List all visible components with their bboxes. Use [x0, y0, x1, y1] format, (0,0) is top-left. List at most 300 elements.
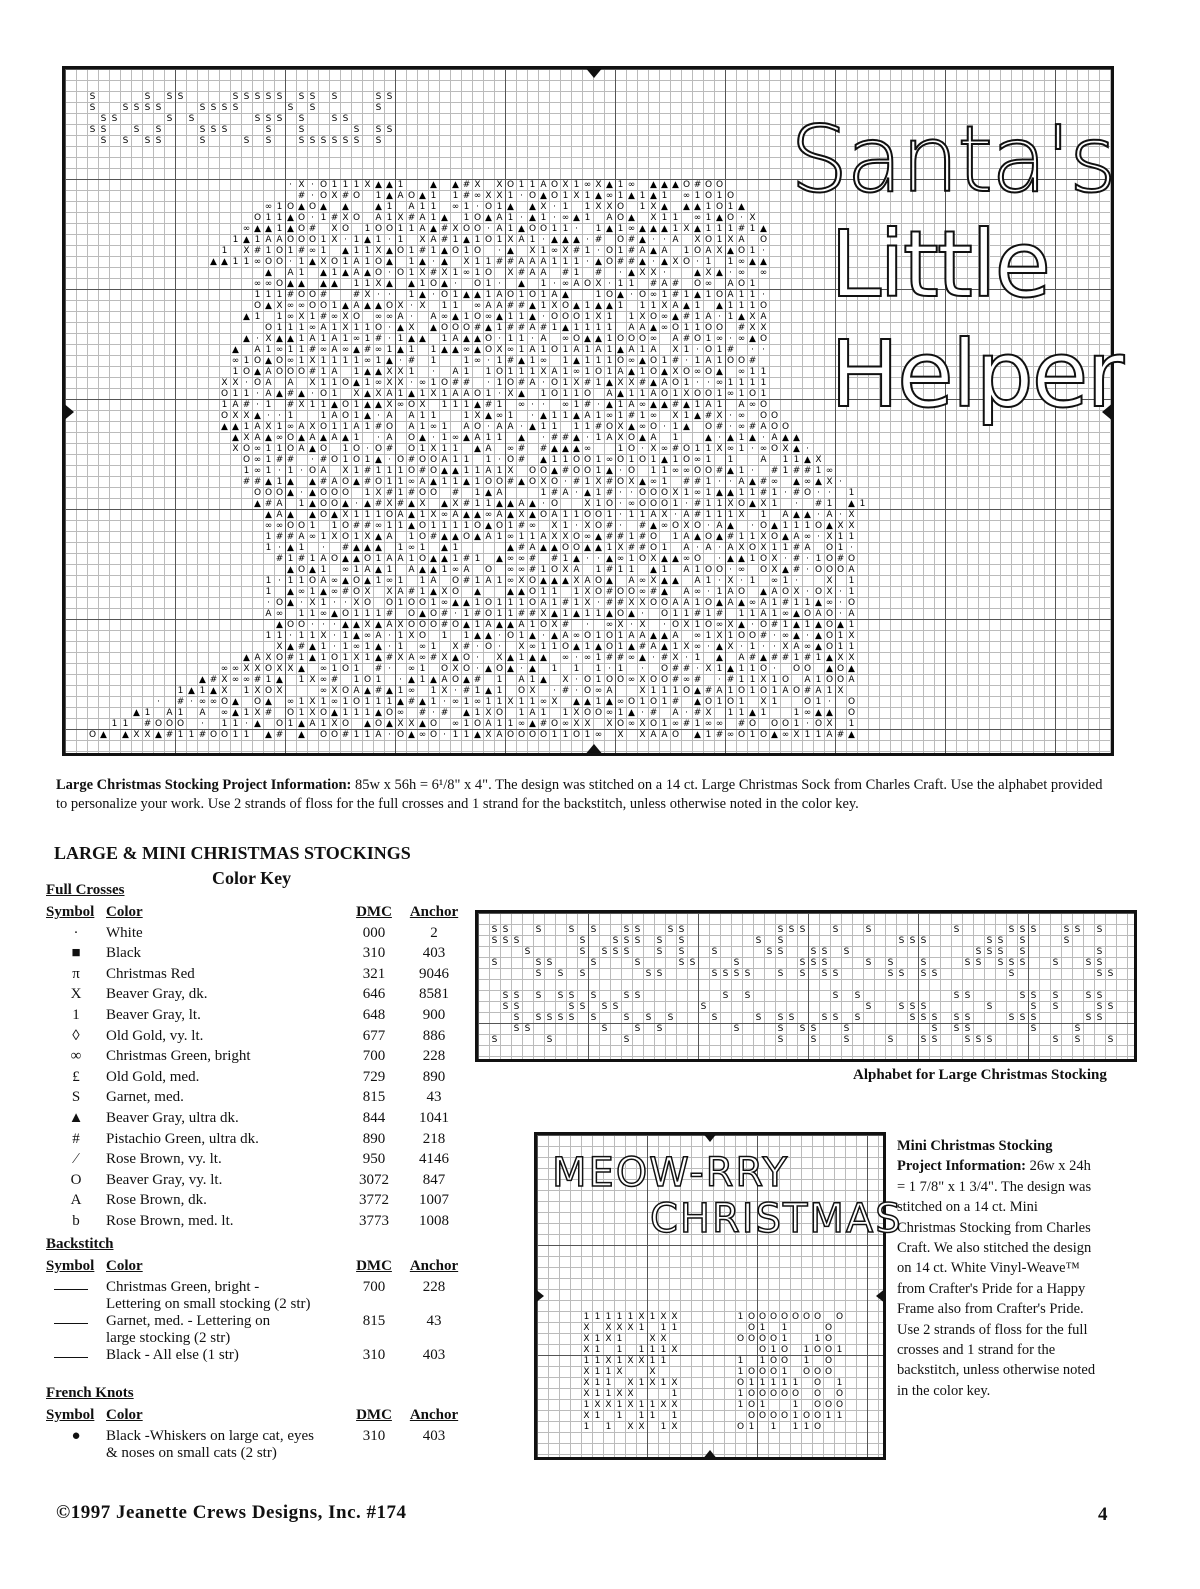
stitch-symbol: 1: [672, 499, 679, 509]
stitch-symbol: 1: [716, 587, 723, 597]
stitch-symbol: ▲: [672, 180, 679, 190]
stitch-symbol: ▲: [232, 345, 239, 355]
stitch-symbol: 1: [661, 213, 668, 223]
key-dmc: 000: [362, 924, 386, 941]
stitch-symbol: #: [605, 521, 614, 531]
stitch-symbol: ▲: [507, 543, 514, 553]
stitch-symbol: ▲: [782, 532, 789, 542]
stitch-symbol: #: [407, 455, 416, 465]
stitch-symbol: 1: [452, 554, 459, 564]
stitch-symbol: ∞: [528, 521, 537, 531]
stitch-symbol: 1: [298, 576, 305, 586]
stitch-symbol: 1: [364, 323, 371, 333]
stitch-symbol: 1: [638, 1411, 645, 1421]
stitch-symbol: O: [715, 180, 724, 190]
stitch-symbol: ▲: [573, 697, 580, 707]
stitch-symbol: ·: [619, 488, 622, 498]
stitch-symbol: 1: [705, 290, 712, 300]
stitch-symbol: 1: [353, 532, 360, 542]
stitch-symbol: 1: [177, 686, 184, 696]
stitch-symbol: S: [1008, 1013, 1015, 1023]
stitch-symbol: ∞: [660, 444, 669, 454]
stitch-symbol: 1: [243, 466, 250, 476]
stitch-symbol: A: [705, 312, 712, 322]
stitch-symbol: 1: [727, 510, 734, 520]
stitch-symbol: ∞: [407, 543, 416, 553]
stitch-symbol: A: [496, 510, 503, 520]
key-anchor: 8581: [419, 986, 449, 1003]
key-dmc: 700: [362, 1278, 386, 1295]
stitch-symbol: A: [760, 422, 767, 432]
stitch-symbol: ·: [619, 268, 622, 278]
stitch-symbol: S: [920, 958, 927, 968]
stitch-symbol: 1: [518, 708, 525, 718]
stitch-symbol: 1: [397, 631, 404, 641]
stitch-symbol: O: [758, 1334, 767, 1344]
stitch-symbol: ▲: [595, 543, 602, 553]
stitch-symbol: ▲: [441, 279, 448, 289]
stitch-symbol: A: [386, 532, 393, 542]
stitch-symbol: A: [606, 686, 613, 696]
stitch-symbol: X: [375, 389, 382, 399]
stitch-symbol: #: [341, 191, 350, 201]
stitch-symbol: 1: [606, 334, 613, 344]
stitch-symbol: O: [429, 466, 438, 476]
stitch-symbol: O: [253, 356, 262, 366]
stitch-symbol: ▲: [793, 444, 800, 454]
key-anchor: 900: [422, 1006, 446, 1023]
mini-arrow-top: [702, 1132, 718, 1142]
stitch-symbol: 1: [705, 510, 712, 520]
stitch-symbol: ∞: [462, 345, 471, 355]
stitch-symbol: 1: [606, 356, 613, 366]
stitch-symbol: 1: [594, 1367, 601, 1377]
stitch-symbol: 1: [243, 257, 250, 267]
stitch-symbol: X: [364, 532, 371, 542]
stitch-symbol: #: [341, 587, 350, 597]
stitch-symbol: 1: [617, 191, 624, 201]
stitch-symbol: A: [540, 532, 547, 542]
stitch-symbol: S: [810, 947, 817, 957]
stitch-symbol: X: [562, 565, 569, 575]
stitch-symbol: 1: [441, 389, 448, 399]
stitch-symbol: A: [485, 532, 492, 542]
stitch-symbol: 1: [496, 576, 503, 586]
stitch-symbol: 1: [771, 598, 778, 608]
page-number: 4: [1098, 1504, 1108, 1525]
stitch-symbol: 1: [551, 224, 558, 234]
stitch-symbol: ▲: [606, 697, 613, 707]
stitch-symbol: S: [1052, 958, 1059, 968]
stitch-symbol: ∞: [352, 334, 361, 344]
stitch-symbol: 1: [781, 1378, 788, 1388]
stitch-symbol: 1: [617, 642, 624, 652]
stitch-symbol: ▲: [661, 455, 668, 465]
stitch-symbol: 1: [463, 631, 470, 641]
stitch-symbol: ▲: [430, 180, 437, 190]
stitch-symbol: #: [726, 675, 735, 685]
stitch-symbol: A: [518, 620, 525, 630]
stitch-symbol: X: [639, 620, 646, 630]
stitch-symbol: O: [704, 422, 713, 432]
stitch-symbol: ∞: [220, 708, 229, 718]
stitch-symbol: ▲: [309, 499, 316, 509]
stitch-symbol: 1: [430, 213, 437, 223]
stitch-symbol: ∞: [781, 609, 790, 619]
stitch-symbol: ·: [575, 653, 578, 663]
stitch-symbol: A: [672, 301, 679, 311]
stitch-symbol: ▲: [606, 180, 613, 190]
stitch-symbol: O: [770, 532, 779, 542]
stitch-symbol: S: [177, 92, 184, 102]
stitch-symbol: S: [909, 936, 916, 946]
stitch-symbol: O: [747, 1411, 756, 1421]
stitch-symbol: O: [385, 510, 394, 520]
stitch-symbol: X: [606, 719, 613, 729]
stitch-symbol: ▲: [463, 477, 470, 487]
key-color: Rose Brown, med. lt.: [106, 1212, 234, 1229]
stitch-symbol: ∞: [748, 598, 757, 608]
stitch-symbol: 1: [771, 686, 778, 696]
stitch-symbol: 1: [551, 730, 558, 740]
stitch-symbol: ∞: [803, 477, 812, 487]
stitch-symbol: X: [727, 499, 734, 509]
stitch-symbol: A: [760, 598, 767, 608]
stitch-symbol: ∞: [352, 642, 361, 652]
stitch-symbol: S: [865, 958, 872, 968]
stitch-symbol: S: [678, 936, 685, 946]
stitch-symbol: X: [441, 686, 448, 696]
stitch-symbol: ∞: [638, 576, 647, 586]
stitch-symbol: ·: [498, 455, 501, 465]
stitch-symbol: A: [408, 653, 415, 663]
stitch-symbol: 1: [507, 521, 514, 531]
stitch-symbol: 1: [551, 455, 558, 465]
stitch-symbol: O: [682, 180, 691, 190]
stitch-symbol: ▲: [650, 191, 657, 201]
stitch-symbol: S: [612, 1002, 619, 1012]
stitch-symbol: 1: [573, 422, 580, 432]
stitch-symbol: 1: [474, 708, 481, 718]
stitch-symbol: X: [364, 587, 371, 597]
stitch-symbol: 1: [595, 323, 602, 333]
stitch-symbol: 1: [430, 521, 437, 531]
stitch-symbol: O: [352, 455, 361, 465]
stitch-symbol: O: [660, 664, 669, 674]
stitch-symbol: ▲: [320, 433, 327, 443]
stitch-symbol: O: [616, 235, 625, 245]
stitch-symbol: 1: [287, 719, 294, 729]
stitch-symbol: X: [452, 224, 459, 234]
stitch-symbol: O: [352, 587, 361, 597]
stitch-symbol: X: [419, 301, 426, 311]
stitch-symbol: ▲: [573, 444, 580, 454]
stitch-symbol: #: [605, 532, 614, 542]
key-symbol: #: [72, 1130, 80, 1147]
stitch-symbol: ·: [652, 653, 655, 663]
stitch-symbol: O: [682, 455, 691, 465]
stitch-symbol: 1: [518, 532, 525, 542]
stitch-symbol: 1: [649, 1411, 656, 1421]
stitch-symbol: S: [986, 947, 993, 957]
stitch-symbol: 1: [705, 334, 712, 344]
key-symbol: ∕: [74, 1151, 78, 1168]
stitch-symbol: X: [705, 268, 712, 278]
stitch-symbol: A: [298, 444, 305, 454]
stitch-symbol: ·: [542, 312, 545, 322]
stitch-symbol: X: [627, 1389, 634, 1399]
stitch-symbol: 1: [540, 488, 547, 498]
stitch-symbol: X: [583, 1323, 590, 1333]
backstitch-row: [46, 1313, 464, 1347]
stitch-symbol: S: [254, 114, 261, 124]
stitch-symbol: 1: [594, 1334, 601, 1344]
stitch-symbol: 1: [562, 455, 569, 465]
stitch-symbol: ▲: [848, 499, 855, 509]
stitch-symbol: 1: [727, 224, 734, 234]
title-line-santas: Santa's: [790, 106, 1115, 213]
stitch-symbol: #: [517, 301, 526, 311]
stitch-symbol: O: [605, 642, 614, 652]
stitch-symbol: 1: [463, 246, 470, 256]
stitch-symbol: S: [667, 925, 674, 935]
stitch-symbol: O: [385, 422, 394, 432]
stitch-symbol: ∞: [374, 378, 383, 388]
stitch-symbol: A: [661, 730, 668, 740]
stitch-symbol: O: [671, 521, 680, 531]
stitch-symbol: 1: [617, 224, 624, 234]
stitch-symbol: 1: [540, 642, 547, 652]
stitch-symbol: 1: [804, 730, 811, 740]
stitch-symbol: ▲: [287, 510, 294, 520]
stitch-symbol: S: [111, 114, 118, 124]
stitch-symbol: ▲: [210, 686, 217, 696]
stitch-symbol: X: [507, 235, 514, 245]
stitch-symbol: O: [814, 719, 823, 729]
stitch-symbol: 1: [628, 532, 635, 542]
stitch-symbol: 1: [606, 345, 613, 355]
stitch-symbol: ▲: [507, 499, 514, 509]
stitch-symbol: ·: [399, 675, 402, 685]
stitch-symbol: 1: [518, 697, 525, 707]
key-heading: LARGE & MINI CHRISTMAS STOCKINGS: [54, 843, 411, 863]
stitch-symbol: S: [502, 936, 509, 946]
stitch-symbol: 1: [287, 411, 294, 421]
stitch-symbol: S: [832, 1013, 839, 1023]
stitch-symbol: A: [551, 290, 558, 300]
stitch-symbol: ▲: [650, 180, 657, 190]
stitch-symbol: A: [793, 642, 800, 652]
stitch-symbol: X: [540, 477, 547, 487]
stitch-symbol: O: [825, 609, 834, 619]
stitch-symbol: 1: [661, 191, 668, 201]
stitch-symbol: ∞: [253, 466, 262, 476]
stitch-symbol: ▲: [749, 477, 756, 487]
stitch-symbol: ·: [432, 708, 435, 718]
stitch-symbol: O: [649, 719, 658, 729]
stitch-symbol: 1: [595, 675, 602, 685]
stitch-symbol: X: [397, 653, 404, 663]
stitch-symbol: ▲: [551, 235, 558, 245]
stitch-symbol: S: [634, 991, 641, 1001]
stitch-symbol: ∞: [770, 477, 779, 487]
stitch-symbol: #: [297, 642, 306, 652]
stitch-symbol: S: [700, 1002, 707, 1012]
mini-arrow-bottom: [702, 1450, 718, 1460]
stitch-symbol: #: [748, 356, 757, 366]
stitch-symbol: O: [319, 389, 328, 399]
stitch-symbol: 1: [672, 532, 679, 542]
stitch-symbol: O: [726, 191, 735, 201]
stitch-symbol: ∞: [715, 620, 724, 630]
stitch-symbol: X: [649, 1378, 656, 1388]
stitch-symbol: ·: [487, 224, 490, 234]
stitch-symbol: ·: [388, 323, 391, 333]
stitch-symbol: ·: [663, 268, 666, 278]
full-crosses-table: [46, 904, 464, 1234]
stitch-symbol: ∞: [451, 202, 460, 212]
stitch-symbol: O: [418, 620, 427, 630]
stitch-symbol: X: [617, 378, 624, 388]
stitch-symbol: ·: [377, 411, 380, 421]
stitch-symbol: S: [221, 103, 228, 113]
stitch-symbol: S: [535, 969, 542, 979]
stitch-symbol: S: [887, 958, 894, 968]
stitch-symbol: #: [319, 290, 328, 300]
stitch-symbol: ▲: [650, 224, 657, 234]
stitch-symbol: O: [627, 444, 636, 454]
stitch-symbol: X: [848, 631, 855, 641]
stitch-symbol: 1: [705, 730, 712, 740]
french-knots-header: [46, 1407, 464, 1428]
stitch-symbol: 1: [649, 1312, 656, 1322]
stitch-symbol: 1: [430, 356, 437, 366]
stitch-symbol: ·: [839, 598, 842, 608]
stitch-symbol: 1: [551, 642, 558, 652]
stitch-symbol: 1: [771, 499, 778, 509]
stitch-symbol: ·: [311, 620, 314, 630]
stitch-symbol: ▲: [529, 301, 536, 311]
stitch-symbol: 1: [507, 598, 514, 608]
stitch-symbol: ▲: [628, 367, 635, 377]
stitch-symbol: S: [568, 1013, 575, 1023]
stitch-symbol: ∞: [638, 400, 647, 410]
stitch-symbol: ▲: [353, 631, 360, 641]
stitch-symbol: ▲: [474, 510, 481, 520]
stitch-symbol: ▲: [419, 565, 426, 575]
stitch-symbol: O: [638, 554, 647, 564]
stitch-symbol: O: [649, 488, 658, 498]
stitch-symbol: ·: [729, 477, 732, 487]
stitch-symbol: S: [100, 114, 107, 124]
stitch-symbol: ∞: [671, 466, 680, 476]
stitch-symbol: ∞: [473, 301, 482, 311]
stitch-symbol: 1: [583, 1356, 590, 1366]
stitch-symbol: 1: [738, 378, 745, 388]
stitch-symbol: ▲: [617, 345, 624, 355]
stitch-symbol: ∞: [737, 334, 746, 344]
stitch-symbol: ▲: [287, 213, 294, 223]
stitch-symbol: ▲: [716, 653, 723, 663]
stitch-symbol: ▲: [639, 356, 646, 366]
key-color: Beaver Gray, vy. lt.: [106, 1171, 223, 1188]
stitch-symbol: #: [462, 686, 471, 696]
stitch-symbol: 1: [595, 488, 602, 498]
stitch-symbol: 1: [639, 191, 646, 201]
stitch-symbol: X: [584, 598, 591, 608]
stitch-symbol: S: [612, 947, 619, 957]
stitch-symbol: ▲: [386, 246, 393, 256]
stitch-symbol: O: [330, 455, 339, 465]
stitch-symbol: S: [1008, 958, 1015, 968]
stitch-symbol: #: [506, 301, 515, 311]
stitch-symbol: ▲: [628, 642, 635, 652]
key-color: White: [106, 924, 143, 941]
stitch-symbol: S: [342, 136, 349, 146]
stitch-symbol: X: [782, 444, 789, 454]
stitch-symbol: ▲: [562, 290, 569, 300]
stitch-symbol: O: [638, 334, 647, 344]
stitch-symbol: O: [506, 455, 515, 465]
stitch-symbol: X: [660, 1312, 667, 1322]
mini-project-title: Mini Christmas Stocking Project Information:: [897, 1138, 1053, 1175]
title-line-helper: Helper: [830, 321, 1123, 428]
stitch-symbol: 1: [452, 730, 459, 740]
stitch-symbol: #: [363, 345, 372, 355]
stitch-symbol: O: [297, 565, 306, 575]
stitch-symbol: ▲: [397, 345, 404, 355]
stitch-symbol: ·: [740, 576, 743, 586]
stitch-symbol: S: [265, 125, 272, 135]
stitch-symbol: ∞: [319, 664, 328, 674]
stitch-symbol: A: [540, 268, 547, 278]
stitch-symbol: O: [781, 719, 790, 729]
stitch-symbol: O: [308, 290, 317, 300]
stitch-symbol: ∞: [506, 554, 515, 564]
stitch-symbol: O: [583, 708, 592, 718]
stitch-symbol: O: [407, 609, 416, 619]
key-row: [46, 1089, 464, 1110]
stitch-symbol: #: [671, 290, 680, 300]
stitch-symbol: 1: [485, 499, 492, 509]
stitch-symbol: 1: [265, 444, 272, 454]
stitch-symbol: 1: [221, 400, 228, 410]
stitch-symbol: 1: [364, 279, 371, 289]
stitch-symbol: 1: [771, 543, 778, 553]
stitch-symbol: 1: [727, 631, 734, 641]
stitch-symbol: ▲: [364, 367, 371, 377]
stitch-symbol: S: [579, 1002, 586, 1012]
stitch-symbol: ·: [762, 433, 765, 443]
stitch-symbol: 1: [804, 521, 811, 531]
stitch-symbol: A: [452, 334, 459, 344]
stitch-symbol: ▲: [562, 323, 569, 333]
stitch-symbol: 1: [661, 697, 668, 707]
stitch-symbol: X: [364, 290, 371, 300]
stitch-symbol: 1: [781, 1367, 788, 1377]
key-dmc: 648: [362, 1006, 386, 1023]
stitch-symbol: ·: [685, 499, 688, 509]
stitch-symbol: ·: [839, 510, 842, 520]
stitch-symbol: X: [760, 532, 767, 542]
stitch-symbol: O: [583, 389, 592, 399]
stitch-symbol: 1: [573, 389, 580, 399]
stitch-symbol: O: [484, 598, 493, 608]
stitch-symbol: O: [649, 356, 658, 366]
stitch-symbol: ▲: [452, 598, 459, 608]
stitch-symbol: S: [678, 925, 685, 935]
stitch-symbol: X: [628, 598, 635, 608]
